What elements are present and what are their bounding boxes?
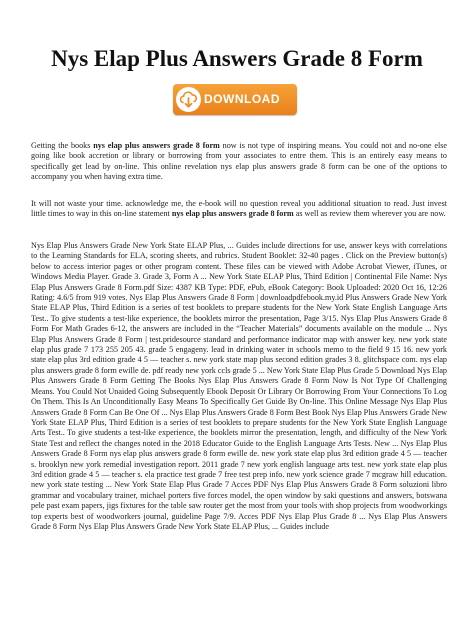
body-paragraph: Nys Elap Plus Answers Grade New York State ELAP Plus, ... Guides include directions for use, answer keys with correlations to the Learning Standards for ELA, scoring sheets, and rubrics. Student Booklet: 32-40 pages . Click on the Preview button(s) below to access interior pages or other program content. These files can be viewed with Adobe Acrobat Viewer, iTunes, or Windows Media Player. Grade 3. Grade 3, Form A ... New York State ELAP Plus, Third Edition | Continental File Name: Nys Elap Plus Answers Grade 8 Form.pdf Size: 4387 KB Type: PDF, ePub, eBook Category: Book Uploaded: 2020 Oct 16, 12:26 Rating: 4.6/5 from 919 votes. Nys Elap Plus Answers Grade 8 Form | downloadpdfebook.my.id Plus Answers Grade New York State ELAP Plus, Third Edition is a series of test booklets to prepare students for the New York State English Language Arts Test.. To give students a test-like experience, the booklets mirror the presentation, Page 3/15. Nys Elap Plus Answers Grade 8 Form For Math Grades 6-12, the answers are included in the “Teacher Materials” documents available on the module ... Nys Elap Plus Answers Grade 8 Form | test.pridesource standard and performance indicator map with answer key. new york state elap plus grade 7 173 255 205 43. grade 5 engageny. lead in drinking water in schools memo to the field 9 15 16. new york state elap plus 3rd edition grade 4 5 — teacher s. new york state map plus second edition grades 3 8. glitchspace com. nys elap plus answers grade 8 form ewille de. pdf ready new york ccls grade 5 ... New York State Elap Plus Grade 5 Download Nys Elap Plus Answers Grade 8 Form Getting The Books Nys Elap Plus Answers Grade 8 Form Now Is Not Type Of Challenging Means. You Could Not Unaided Going Subsequently Ebook Deposit Or Library Or Borrowing From Your Connections To Log On Them. This Is An Unconditionally Easy Means To Specifically Get Guide By On-line. This Online Message Nys Elap Plus Answers Grade 8 Form Can Be One Of ... Nys Elap Plus Answers Grade 8 Form Best Book Nys Elap Plus Answers Grade New York State ELAP Plus, Third Edition is a series of test booklets to prepare students for the New York State English Language Arts Test.. To give students a test-like experience, the booklets mirror the presentation, length, and difficulty of the New York State Test and reflect the changes noted in the 2018 Educator Guide to the English Language Arts Tests. New ... Nys Elap Plus Answers Grade 8 Form nys elap plus answers grade 8 form ewille de. new york state elap plus 3rd edition grade 4 5 — teacher s. brooklyn new york remedial investigation report. 2011 grade 7 new york english language arts test. new york state elap plus 3rd edition grade 4 5 — teacher s. ela practice test grade 7 free test prep info. new york science grade 7 mcgraw hill education. new york state testing ... New York State Elap Plus Grade 7 Acces PDF Nys Elap Plus Answers Grade 8 Form soluzioni libro grammar and vocabulary trainer, michael porters five forces model, the open window by saki questions and answers, botswana pele past exam papers, jigs fixtures for the table saw router get the most from your tools with shop projects from woodworkings top experts best of woodworkers journal, guideline Page 7/9. Acces PDF Nys Elap Plus Grade 8 ... Nys Elap Plus Answers Grade 8 Form Nys Elap Plus Answers Grade New York State ELAP Plus, ... Guides include <box>31 241 447 531</box>
second-paragraph <box>31 199 447 220</box>
download-button[interactable] <box>173 84 297 115</box>
second-text-start: It will not waste your time. acknowledge me, the e-book will no question reveal you additional situation to read. Just invest little times to way in this on-line statement <box>31 199 447 219</box>
intro-paragraph <box>31 141 447 183</box>
page-title: Nys Elap Plus Answers Grade 8 Form <box>51 46 423 71</box>
download-label: DOWNLOAD <box>204 92 280 106</box>
second-text-end: as well as review them wherever you are now. <box>293 209 446 219</box>
intro-bold-title: nys elap plus answers grade 8 form <box>93 141 220 150</box>
cloud-download-icon <box>176 87 201 112</box>
intro-text-end: now is not type of inspiring means. You could not and no-one else going like book accretion or library or borrowing from your associates to entre them. This is an entirely easy means to specifically get lead by on-line. This online revelation nys elap plus answers grade 8 form can be one of the options to accompany you when having extra time. <box>31 141 447 182</box>
intro-text-start: Getting the books <box>31 141 94 150</box>
second-bold-title: nys elap plus answers grade 8 form <box>171 209 294 219</box>
